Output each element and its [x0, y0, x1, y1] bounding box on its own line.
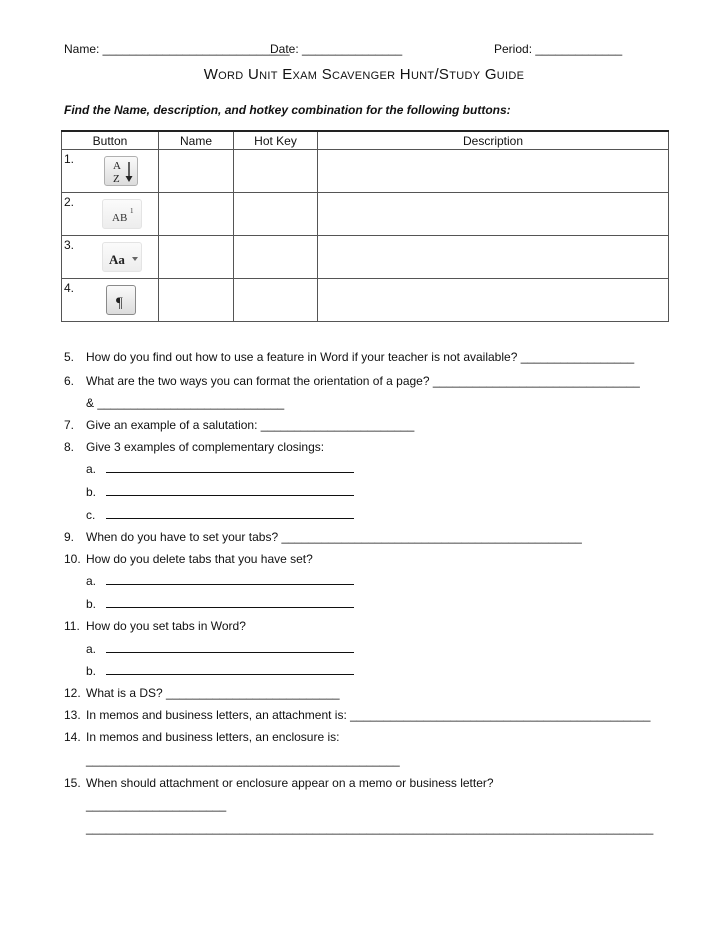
answer-line: [106, 462, 354, 473]
sort-z-glyph: Z: [113, 173, 120, 185]
hotkey-cell: [234, 193, 318, 236]
name-cell: [159, 236, 234, 279]
sort-a-glyph: A: [113, 160, 121, 172]
pilcrow-glyph: ¶: [116, 295, 123, 311]
change-case-icon: [102, 242, 142, 272]
question-text: Give an example of a salutation: _______________________: [86, 418, 415, 432]
sub-letter: a.: [86, 642, 97, 656]
question-number: 12.: [64, 686, 81, 700]
header-button: Button: [62, 131, 159, 150]
answer-line: _____________________: [86, 798, 227, 812]
answer-line: [106, 664, 354, 675]
row-number: 3.: [64, 238, 75, 252]
name-cell: [159, 193, 234, 236]
page-title: Word Unit Exam Scavenger Hunt/Study Guide: [203, 66, 525, 83]
button-cell: [62, 150, 159, 193]
hotkey-cell: [234, 236, 318, 279]
answer-line: [106, 508, 354, 519]
answer-line: [106, 574, 354, 585]
sub-letter: b.: [86, 485, 97, 499]
sub-letter: c.: [86, 508, 96, 522]
period-field: Period: _____________: [494, 42, 623, 56]
row-number: 2.: [64, 195, 75, 209]
question-text: How do you set tabs in Word?: [86, 619, 246, 633]
sub-letter: b.: [86, 664, 97, 678]
question-text: What is a DS? __________________________: [86, 686, 340, 700]
question-number: 14.: [64, 730, 81, 744]
question-number: 8.: [64, 440, 75, 454]
description-cell: [318, 279, 669, 322]
question-text: In memos and business letters, an enclosure is:: [86, 730, 340, 744]
date-field: Date: _______________: [270, 42, 403, 56]
answer-line: [106, 485, 354, 496]
question-number: 9.: [64, 530, 75, 544]
question-text: How do you delete tabs that you have set?: [86, 552, 313, 566]
name-cell: [159, 279, 234, 322]
button-cell: [62, 279, 159, 322]
description-cell: [318, 236, 669, 279]
answer-line: & ____________________________: [86, 396, 285, 410]
table-row: [62, 193, 669, 236]
answer-line: _____________________________________________________________________________________: [86, 821, 654, 835]
table-row: [62, 279, 669, 322]
question-text: What are the two ways you can format the orientation of a page? _______________________________: [86, 374, 640, 388]
hotkey-cell: [234, 279, 318, 322]
header-hotkey: Hot Key: [234, 131, 318, 150]
description-cell: [318, 193, 669, 236]
pilcrow-icon: [106, 285, 136, 315]
row-number: 4.: [64, 281, 75, 295]
question-number: 6.: [64, 374, 75, 388]
question-text: When do you have to set your tabs? _____________________________________________: [86, 530, 582, 544]
table-row: [62, 150, 669, 193]
question-number: 10.: [64, 552, 81, 566]
button-cell: [62, 193, 159, 236]
superscript-mark: 1: [130, 207, 134, 215]
question-text: In memos and business letters, an attachment is: _____________________________________________: [86, 708, 651, 722]
answer-line: [106, 597, 354, 608]
question-text: How do you find out how to use a feature in Word if your teacher is not available? _________________: [86, 350, 635, 364]
sub-letter: a.: [86, 574, 97, 588]
question-number: 13.: [64, 708, 81, 722]
row-number: 1.: [64, 152, 75, 166]
change-case-glyph: Aa: [109, 252, 125, 267]
question-text: When should attachment or enclosure appear on a memo or business letter?: [86, 776, 494, 790]
table-row: [62, 236, 669, 279]
superscript-glyph: AB: [112, 212, 128, 224]
button-cell: [62, 236, 159, 279]
question-number: 5.: [64, 350, 75, 364]
question-number: 7.: [64, 418, 75, 432]
description-cell: [318, 150, 669, 193]
question-number: 15.: [64, 776, 81, 790]
sort-az-icon: [104, 156, 138, 186]
instructions: Find the Name, description, and hotkey combination for the following buttons:: [64, 103, 511, 117]
name-cell: [159, 150, 234, 193]
header-name: Name: [159, 131, 234, 150]
question-text: Give 3 examples of complementary closings:: [86, 440, 325, 454]
table-header-row: [62, 131, 669, 150]
sub-letter: a.: [86, 462, 97, 476]
sub-letter: b.: [86, 597, 97, 611]
hotkey-cell: [234, 150, 318, 193]
name-field: Name: ____________________________: [64, 42, 290, 56]
header-description: Description: [318, 131, 669, 150]
answer-line: [106, 642, 354, 653]
answer-line: _______________________________________________: [86, 753, 400, 767]
buttons-table: [61, 130, 669, 322]
superscript-icon: [102, 199, 142, 229]
question-number: 11.: [64, 619, 80, 633]
